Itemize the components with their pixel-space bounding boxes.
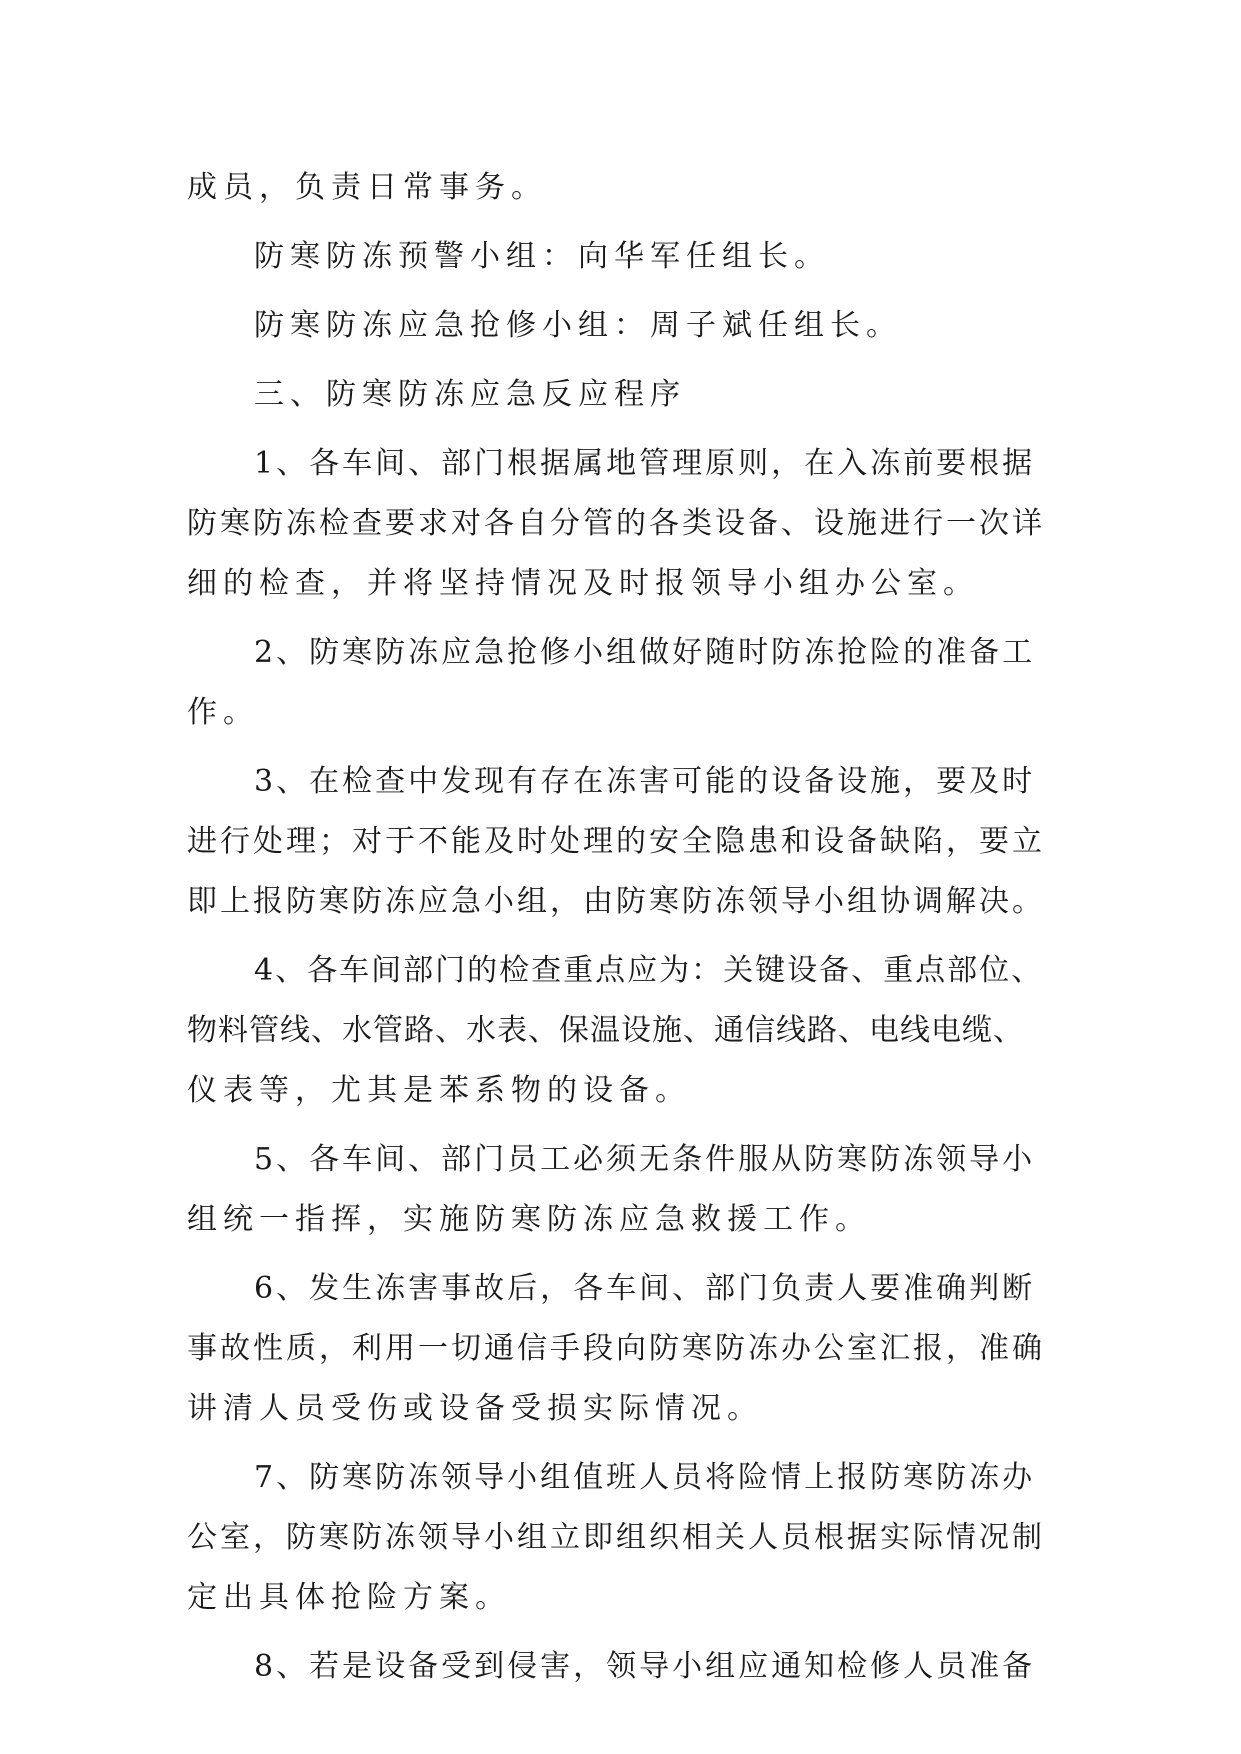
text-line-20: 讲清人员受伤或设备受损实际情况。 xyxy=(187,1391,763,1426)
text-line-6: 防寒防冻检查要求对各自分管的各类设备、设施进行一次详 xyxy=(187,506,1045,541)
text-line-9: 作。 xyxy=(187,695,259,730)
text-line-14: 物料管线、水管路、水表、保温设施、通信线路、电线电缆、 xyxy=(187,1013,1024,1048)
text-line-16: 5、各车间、部门员工必须无条件服从防寒防冻领导小 xyxy=(254,1142,1036,1177)
text-line-8: 2、防寒防冻应急抢修小组做好随时防冻抢险的准备工 xyxy=(254,635,1036,670)
text-line-21: 7、防寒防冻领导小组值班人员将险情上报防寒防冻办 xyxy=(254,1460,1036,1495)
text-line-11: 进行处理；对于不能及时处理的安全隐患和设备缺陷，要立 xyxy=(187,824,1045,859)
text-line-15: 仪表等，尤其是苯系物的设备。 xyxy=(187,1073,691,1108)
text-line-17: 组统一指挥，实施防寒防冻应急救援工作。 xyxy=(187,1202,871,1237)
text-line-3: 防寒防冻应急抢修小组：周子斌任组长。 xyxy=(254,308,902,343)
text-line-24: 8、若是设备受到侵害，领导小组应通知检修人员准备 xyxy=(254,1649,1036,1684)
text-line-18: 6、发生冻害事故后，各车间、部门负责人要准确判断 xyxy=(254,1271,1036,1306)
text-line-23: 定出具体抢险方案。 xyxy=(187,1580,511,1615)
text-line-5: 1、各车间、部门根据属地管理原则，在入冻前要根据 xyxy=(254,446,1036,481)
text-line-12: 即上报防寒防冻应急小组，由防寒防冻领导小组协调解决。 xyxy=(187,884,1045,919)
text-line-1: 成员，负责日常事务。 xyxy=(187,170,547,205)
text-line-19: 事故性质，利用一切通信手段向防寒防冻办公室汇报，准确 xyxy=(187,1331,1045,1366)
document-body xyxy=(187,158,1047,1697)
text-line-2: 防寒防冻预警小组：向华军任组长。 xyxy=(254,239,830,274)
text-line-13: 4、各车间部门的检查重点应为：关键设备、重点部位、 xyxy=(254,953,1044,988)
text-line-22: 公室，防寒防冻领导小组立即组织相关人员根据实际情况制 xyxy=(187,1520,1045,1555)
text-line-10: 3、在检查中发现有存在冻害可能的设备设施，要及时 xyxy=(254,764,1036,799)
text-line-7: 细的检查，并将坚持情况及时报领导小组办公室。 xyxy=(187,566,979,601)
section-heading: 三、防寒防冻应急反应程序 xyxy=(254,377,686,412)
